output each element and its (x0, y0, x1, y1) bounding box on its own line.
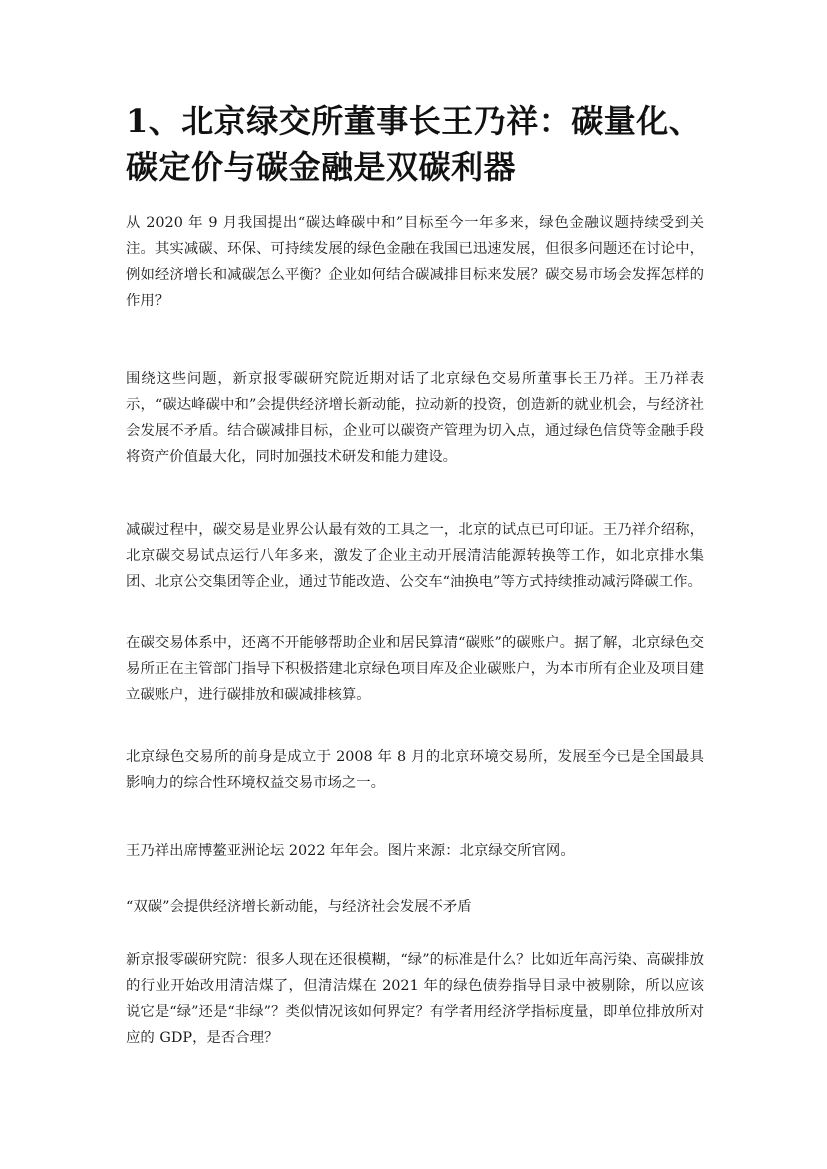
paragraph-exchange-history: 北京绿色交易所的前身是成立于 2008 年 8 月的北京环境交易所，发展至今已是全国最具影响力的综合性环境权益交易市场之一。 (126, 749, 704, 791)
paragraph-carbon-trading: 减碳过程中，碳交易是业界公认最有效的工具之一，北京的试点已可印证。王乃祥介绍称，北京碳交易试点运行八年多来，激发了企业主动开展清洁能源转换等工作，如北京排水集团、北京公交集团等企业，通过节能改造、公交车“油换电”等方式持续推动减污降碳工作。 (126, 522, 704, 590)
paragraph-carbon-account: 在碳交易体系中，还离不开能够帮助企业和居民算清“碳账”的碳账户。据了解，北京绿色交易所正在主管部门指导下积极搭建北京绿色项目库及企业碳账户，为本市所有企业及项目建立碳账户，进行碳排放和碳减排核算。 (126, 635, 704, 703)
section-heading: “双碳”会提供经济增长新动能，与经济社会发展不矛盾 (126, 899, 472, 915)
paragraph-question: 新京报零碳研究院：很多人现在还很模糊，“绿”的标准是什么？比如近年高污染、高碳排放的行业开始改用清洁煤了，但清洁煤在 2021 年的绿色债券指导目录中被剔除，所以应该说它是“绿”还是“非绿”？类似情况该如何界定？有学者用经济学指标度量，即单位排放所对应的 GDP，是否合理？ (126, 952, 704, 1046)
paragraph-intro: 从 2020 年 9 月我国提出“碳达峰碳中和”目标至今一年多来，绿色金融议题持续受到关注。其实减碳、环保、可持续发展的绿色金融在我国已迅速发展，但很多问题还在讨论中，例如经济增长和减碳怎么平衡？企业如何结合碳减排目标来发展？碳交易市场会发挥怎样的作用？ (126, 215, 704, 309)
image-caption: 王乃祥出席博鳌亚洲论坛 2022 年年会。图片来源：北京绿交所官网。 (126, 843, 575, 859)
paragraph-interview-summary: 围绕这些问题，新京报零碳研究院近期对话了北京绿色交易所董事长王乃祥。王乃祥表示，“碳达峰碳中和”会提供经济增长新动能，拉动新的投资，创造新的就业机会，与经济社会发展不矛盾。结合碳减排目标，企业可以碳资产管理为切入点，通过绿色信贷等金融手段将资产价值最大化，同时加强技术研发和能力建设。 (126, 371, 704, 465)
article-title: 1、北京绿交所董事长王乃祥：碳量化、碳定价与碳金融是双碳利器 (126, 102, 702, 186)
